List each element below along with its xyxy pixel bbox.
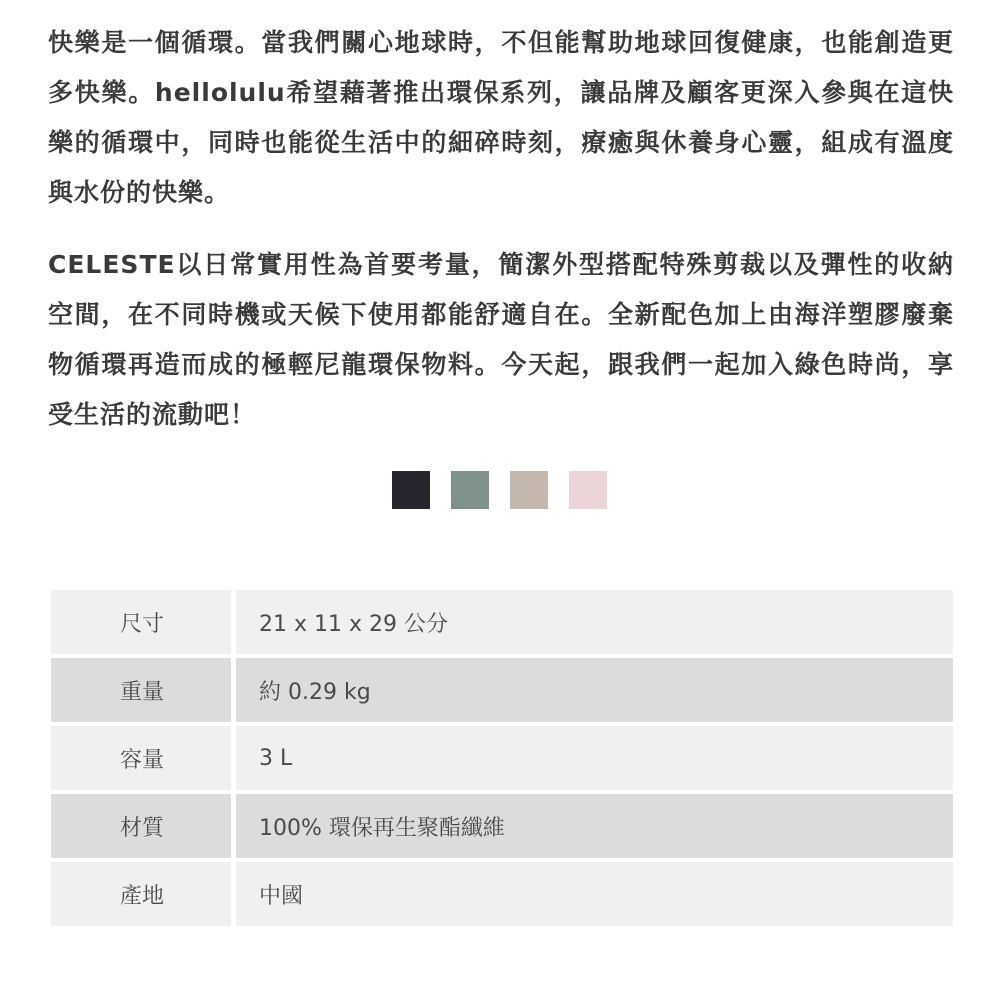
description-paragraph-2: CELESTE以日常實用性為首要考量，簡潔外型搭配特殊剪裁以及彈性的收納空間，在不同時機或天候下使用都能舒適自在。全新配色加上由海洋塑膠廢棄物循環再造而成的極輕尼龍環保物料。今天起，跟我們一起加入綠色時尚，享受生活的流動吧！ xyxy=(48,250,954,429)
spec-table xyxy=(51,590,953,926)
spec-row-capacity xyxy=(51,726,953,790)
spec-label: 尺寸 xyxy=(51,590,231,654)
color-swatch-sage-green[interactable] xyxy=(451,471,489,509)
color-swatches xyxy=(392,471,607,509)
spec-value: 100% 環保再生聚酯纖維 xyxy=(236,794,953,858)
spec-label: 重量 xyxy=(51,658,231,722)
description-paragraph-1: 快樂是一個循環。當我們關心地球時，不但能幫助地球回復健康，也能創造更多快樂。hellolulu希望藉著推出環保系列，讓品牌及顧客更深入參與在這快樂的循環中，同時也能從生活中的細碎時刻，療癒與休養身心靈，組成有溫度與水份的快樂。 xyxy=(48,28,954,207)
color-swatch-pink[interactable] xyxy=(569,471,607,509)
spec-row-material xyxy=(51,794,953,858)
color-swatch-black[interactable] xyxy=(392,471,430,509)
spec-row-weight xyxy=(51,658,953,722)
spec-value: 中國 xyxy=(236,862,953,926)
spec-value: 21 x 11 x 29 公分 xyxy=(236,590,953,654)
spec-value: 約 0.29 kg xyxy=(236,658,953,722)
color-swatch-beige[interactable] xyxy=(510,471,548,509)
spec-row-origin xyxy=(51,862,953,926)
spec-label: 容量 xyxy=(51,726,231,790)
product-description xyxy=(48,18,954,440)
spec-label: 產地 xyxy=(51,862,231,926)
spec-value: 3 L xyxy=(236,726,953,790)
spec-row-size xyxy=(51,590,953,654)
spec-label: 材質 xyxy=(51,794,231,858)
